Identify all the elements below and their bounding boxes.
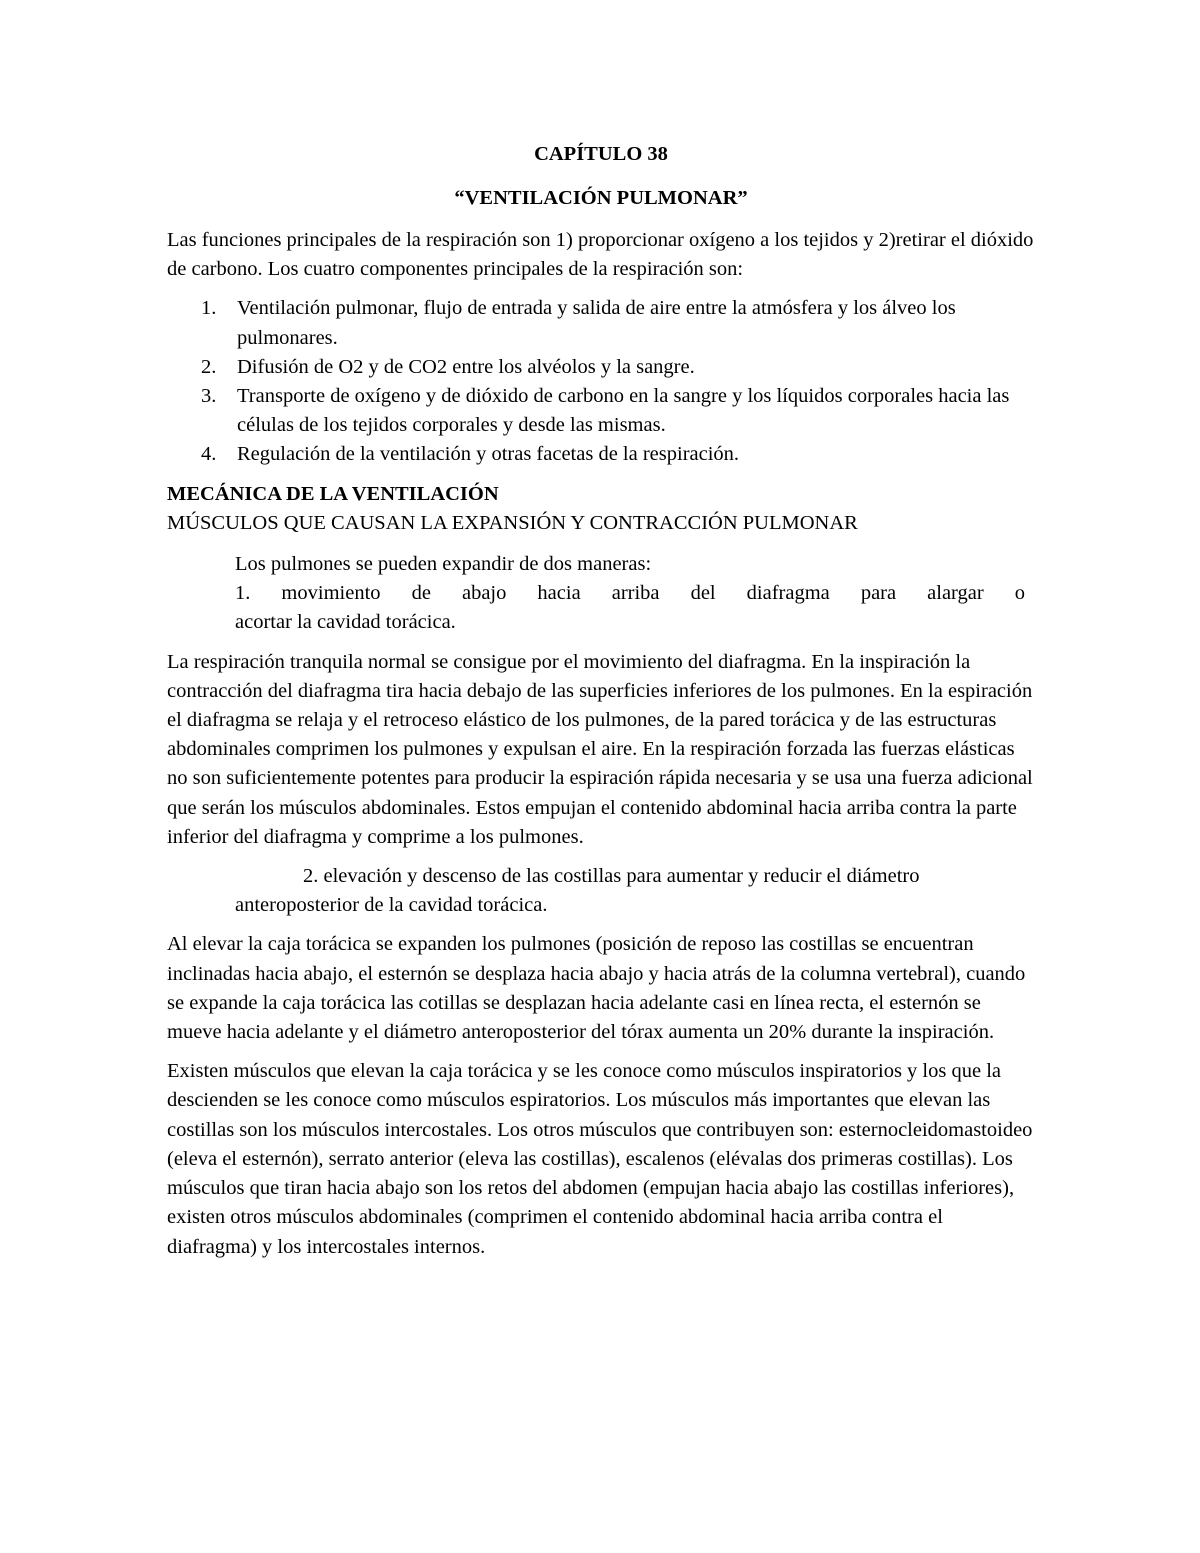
muscles-paragraph: Existen músculos que elevan la caja torácica y se les conoce como músculos inspiratorios y los que la descienden se les conoce como músculos espiratorios. Los músculos más importantes que elevan las costillas son los músculos intercostales. Los otros músculos que contribuyen son: esternocleidomastoideo (eleva el esternón), serrato anterior (eleva las costillas), escalenos (elévalas dos primeras costillas). Los músculos que tiran hacia abajo son los retos del abdomen (empujan hacia abajo las costillas inferiores), existen otros músculos abdominales (comprimen el contenido abdominal hacia arriba contra el diafragma) y los intercostales internos. — [167, 1060, 1033, 1258]
list-item-number: 3. — [201, 385, 217, 408]
list-item-number: 4. — [201, 443, 217, 466]
diaphragm-paragraph: La respiración tranquila normal se consigue por el movimiento del diafragma. En la inspiración la contracción del diafragma tira hacia debajo de las superficies inferiores de los pulmones. En la espiración el diafragma se relaja y el retroceso elástico de los pulmones, de la pared torácica y de las estructuras abdominales comprimen los pulmones y expulsan el aire. En la respiración forzada las fuerzas elásticas no son suficientemente potentes para producir la espiración rápida necesaria y se usa una fuerza adicional que serán los músculos abdominales. Estos empujan el contenido abdominal hacia arriba contra la parte inferior del diafragma y comprime a los pulmones. — [167, 650, 1033, 848]
expansion-ways-block — [235, 550, 1025, 638]
list-item-text: Ventilación pulmonar, flujo de entrada y salida de aire entre la atmósfera y los álveo los pulmonares. — [237, 297, 956, 349]
intro-paragraph: Las funciones principales de la respiración son 1) proporcionar oxígeno a los tejidos y 2)retirar el dióxido de carbono. Los cuatro componentes principales de la respiración son: — [167, 229, 1034, 281]
list-item — [167, 440, 1035, 469]
list-item — [167, 382, 1035, 440]
list-item-text: Transporte de oxígeno y de dióxido de carbono en la sangre y los líquidos corporales hacia las células de los tejidos corporales y desde las mismas. — [237, 385, 1010, 437]
document-page — [167, 138, 1035, 1272]
list-item — [167, 353, 1035, 382]
way-two-block — [235, 862, 1035, 920]
components-list — [167, 294, 1035, 469]
chapter-subtitle: “VENTILACIÓN PULMONAR” — [454, 187, 748, 209]
list-item-text: Difusión de O2 y de CO2 entre los alvéolos y la sangre. — [237, 355, 695, 378]
way-one-line-1: 1. movimiento de abajo hacia arriba del diafragma para alargar o — [235, 582, 1025, 605]
section-subheading: MÚSCULOS QUE CAUSAN LA EXPANSIÓN Y CONTRACCIÓN PULMONAR — [167, 511, 858, 534]
way-one-line-2: acortar la cavidad torácica. — [235, 611, 456, 634]
section-heading: MECÁNICA DE LA VENTILACIÓN — [167, 482, 499, 505]
list-item-number: 2. — [201, 355, 217, 378]
expansion-intro: Los pulmones se pueden expandir de dos maneras: — [235, 553, 652, 576]
list-item-number: 1. — [201, 297, 217, 320]
ribcage-paragraph: Al elevar la caja torácica se expanden los pulmones (posición de reposo las costillas se encuentran inclinadas hacia abajo, el esternón se desplaza hacia abajo y hacia atrás de la columna vertebral), cuando se expande la caja torácica las cotillas se desplazan hacia adelante casi en línea recta, el esternón se mueve hacia adelante y el diámetro anteroposterior del tórax aumenta un 20% durante la inspiración. — [167, 933, 1026, 1044]
chapter-title: CAPÍTULO 38 — [534, 143, 668, 165]
way-two-line-2: anteroposterior de la cavidad torácica. — [235, 894, 548, 917]
list-item — [167, 294, 1035, 352]
list-item-text: Regulación de la ventilación y otras facetas de la respiración. — [237, 443, 740, 466]
way-two-line-1: 2. elevación y descenso de las costillas para aumentar y reducir el diámetro — [303, 865, 920, 888]
